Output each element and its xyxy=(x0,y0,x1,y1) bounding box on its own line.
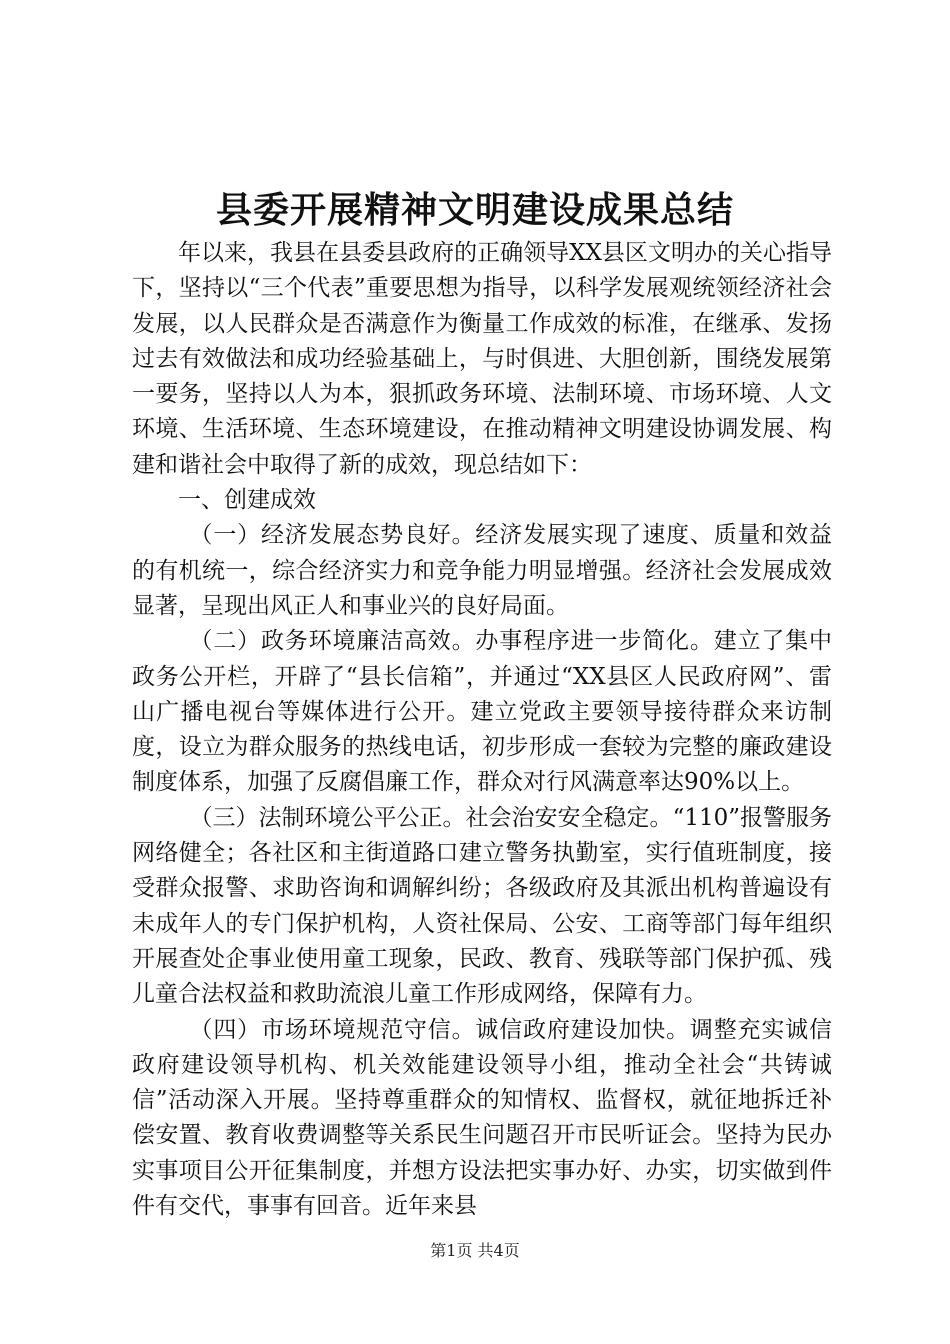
paragraph-economy: （一）经济发展态势良好。经济发展实现了速度、质量和效益的有机统一，综合经济实力和竞争能力明显增强。经济社会发展成效显著，呈现出风正人和事业兴的良好局面。 xyxy=(132,522,832,619)
paragraph-government: （二）政务环境廉洁高效。办事程序进一步简化。建立了集中政务公开栏，开辟了“县长信箱”，并通过“XX县区人民政府网”、雷山广播电视台等媒体进行公开。建立党政主要领导接待群众来访制度，设立为群众服务的热线电话，初步形成一套较为完整的廉政建设制度体系，加强了反腐倡廉工作，群众对行风满意率达90%以上。 xyxy=(132,628,832,796)
section-heading-achievements: 一、创建成效 xyxy=(178,487,316,514)
page-footer: 第1页 共4页 xyxy=(430,1241,520,1260)
document-body xyxy=(132,236,832,1224)
paragraph-market: （四）市场环境规范守信。诚信政府建设加快。调整充实诚信政府建设领导机构、机关效能建设领导小组，推动全社会“共铸诚信”活动深入开展。坚持尊重群众的知情权、监督权，就征地拆迁补偿安置、教育收费调整等关系民生问题召开市民听证会。坚持为民办实事项目公开征集制度，并想方设法把实事办好、办实，切实做到件件有交代，事事有回音。近年来县 xyxy=(132,1016,832,1220)
document-title: 县委开展精神文明建设成果总结 xyxy=(215,189,734,231)
paragraph-legal: （三）法制环境公平公正。社会治安安全稳定。“110”报警服务网络健全；各社区和主街道路口建立警务执勤室，实行值班制度，接受群众报警、求助咨询和调解纠纷；各级政府及其派出机构普遍设有未成年人的专门保护机构，人资社保局、公安、工商等部门每年组织开展查处企事业使用童工现象，民政、教育、残联等部门保护孤、残儿童合法权益和救助流浪儿童工作形成网络，保障有力。 xyxy=(132,804,832,1008)
paragraph-intro: 年以来，我县在县委县政府的正确领导XX县区文明办的关心指导下，坚持以“三个代表”重要思想为指导，以科学发展观统领经济社会发展，以人民群众是否满意作为衡量工作成效的标准，在继承、发扬过去有效做法和成功经验基础上，与时俱进、大胆创新，围绕发展第一要务，坚持以人为本，狠抓政务环境、法制环境、市场环境、人文环境、生活环境、生态环境建设，在推动精神文明建设协调发展、构建和谐社会中取得了新的成效，现总结如下： xyxy=(132,240,832,478)
